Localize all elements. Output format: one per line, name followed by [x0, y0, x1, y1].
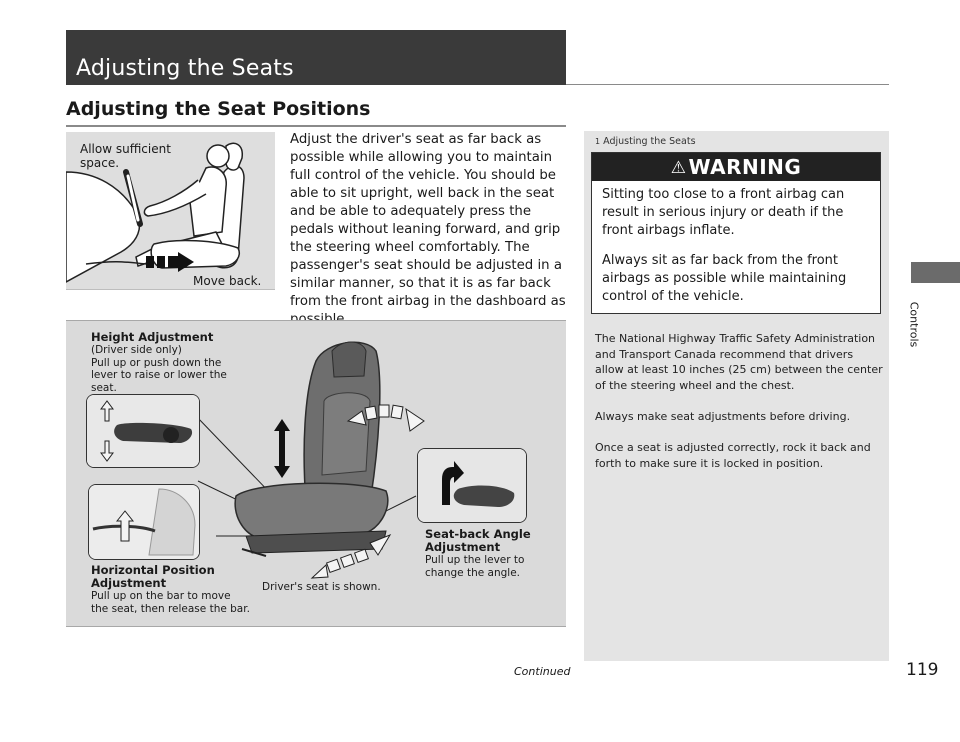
warning-label: WARNING [688, 155, 802, 179]
sidebar-notes [584, 131, 889, 661]
intro-paragraph: Adjust the driver's seat as far back as possible while allowing you to maintain full control of the vehicle. You should be able to sit upright, well back in the seat and be able to adequately press the pedals without leaning forward, and grip the steering wheel comfortably. The passenger's seat should be adjusted in a similar manner, so that it is as far back from the front airbag in the dashboard as [290, 132, 566, 309]
warning-box [591, 152, 881, 314]
seatback-lever-drawing [418, 449, 527, 523]
horizontal-adjustment-label [91, 564, 251, 615]
horizontal-bar-drawing [89, 485, 200, 560]
height-adjustment-label [91, 331, 251, 394]
section-heading: Adjusting the Seat Positions [66, 98, 371, 120]
warning-triangle-icon: ⚠ [670, 158, 687, 178]
warning-text-2: Always sit as far back from the front airbags as possible while maintaining control of the vehicle. [602, 253, 847, 304]
height-adjustment-title: Height Adjustment [91, 330, 214, 344]
horizontal-adjustment-title: Horizontal Position Adjustment [91, 563, 215, 590]
height-adjustment-desc: Pull up or push down the lever to raise or lower the seat. [91, 356, 227, 394]
sidebar-reference [595, 136, 696, 147]
horizontal-adjustment-desc: Pull up on the bar to move the seat, then release the bar. [91, 590, 250, 615]
chapter-title-bar [66, 30, 566, 85]
chapter-title: Adjusting the Seats [76, 56, 294, 81]
chapter-tab-label [907, 296, 927, 356]
reference-mark: 1 [595, 137, 601, 146]
reference-title: Adjusting the Seats [603, 136, 696, 147]
sidebar-paragraph-3: Once a seat is adjusted correctly, rock it back and forth to make sure it is locked in position. [595, 441, 871, 470]
seatback-lever-inset [417, 448, 527, 523]
seat-adjustment-figure [66, 320, 566, 627]
horizontal-bar-inset [88, 484, 200, 560]
warning-banner [592, 153, 880, 181]
seatback-adjustment-desc: Pull up the lever to change the angle. [425, 554, 525, 579]
sidebar-paragraph-1: The National Highway Traffic Safety Administration and Transport Canada recommend that drivers allow at least 10 inches (25 cm) between the center of the steering wheel and the chest. [595, 332, 883, 392]
allow-space-label: Allow sufficient space. [80, 142, 171, 170]
warning-text-1: Sitting too close to a front airbag can result in serious injury or death if the front airbags inflate. [602, 187, 845, 238]
seatback-adjustment-title: Seat-back Angle Adjustment [425, 527, 531, 554]
title-rule [566, 84, 889, 85]
sidebar-paragraph-2: Always make seat adjustments before driving. [595, 410, 851, 423]
section-rule [66, 125, 566, 127]
posture-illustration [66, 132, 275, 290]
height-adjustment-sub: (Driver side only) [91, 344, 182, 356]
page-number: 119 [906, 660, 939, 680]
chapter-tab [911, 262, 960, 283]
seatback-adjustment-label [425, 528, 535, 579]
figure-caption: Driver's seat is shown. [262, 581, 381, 593]
move-back-label: Move back. [193, 274, 262, 288]
height-lever-inset [86, 394, 200, 468]
height-lever-drawing [87, 395, 200, 468]
continued-label: Continued [514, 665, 571, 678]
chapter-tab-text: Controls [907, 301, 921, 348]
